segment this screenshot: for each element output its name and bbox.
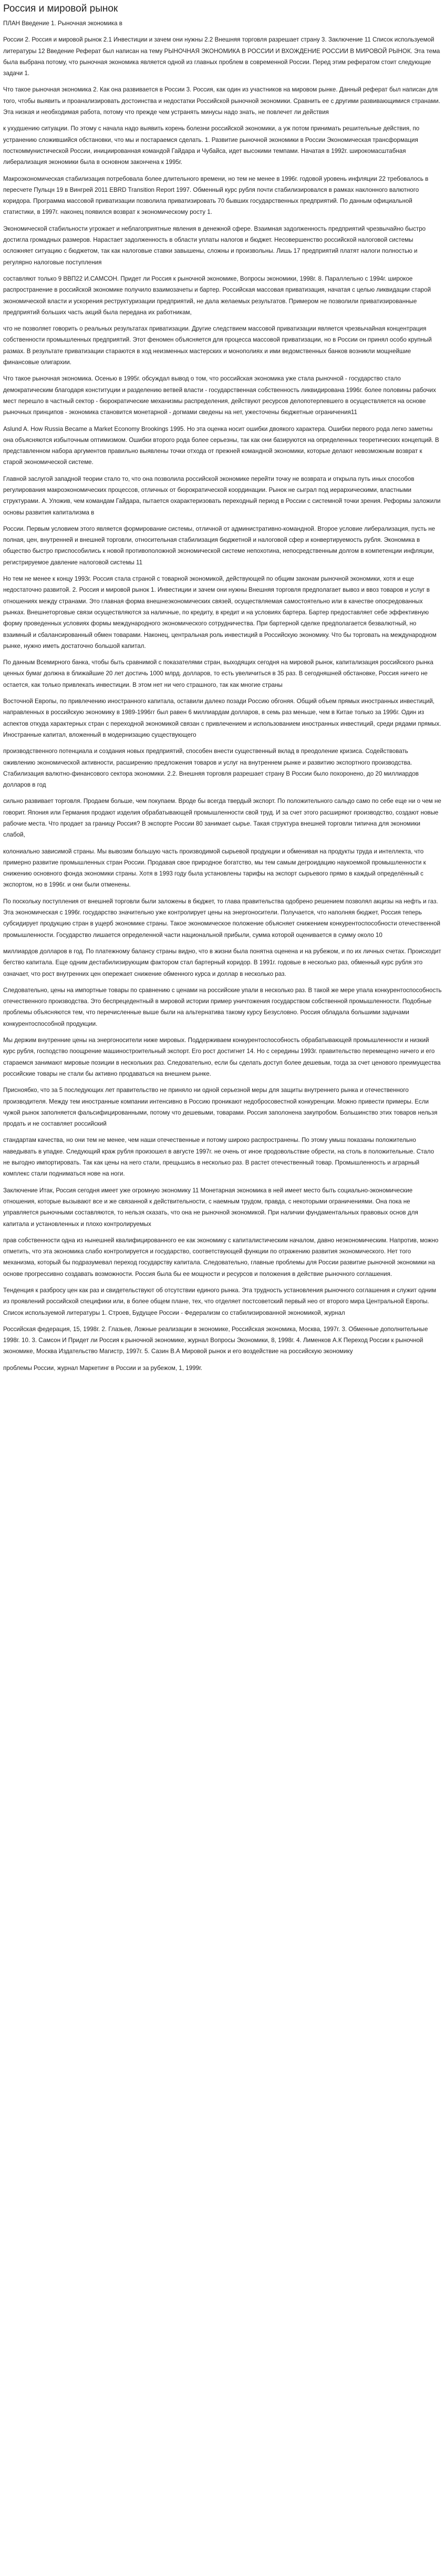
paragraph: России. Первым условием этого является формирование системы, отличной от административно-командной. Второе условие либерализация, пусть не полная, цен, внутренней и внешней торговли, относительная стабилизация бюджетной и налоговой сфер и конвертируемость рубля. Экономика в общество быстро приспособились к новой противоположной экономической системе непохотина, непосредственным долгом в компетенции инфляции, регистрируемое давление налоговой системы 11	[3, 525, 436, 566]
paragraph: По данным Всемирного банка, чтобы быть сравнимой с показателями стран, выходящих сегодня на мировой рынок, капитализация российского рынка ценных бумаг должна в ближайшие 20 лет достичь 1000 млрд. долларов, то есть увеличиться в 35 раз. В сегодняшней обстановке, Россия ничего не остается, как только привлекать инвестиции. В этом нет ни чего страшного, так как многие страны	[3, 659, 433, 688]
document-body	[3, 18, 442, 1374]
paragraph: Aslund A. How Russia Became a Market Economy Brookings 1995. Но эта оценка носит ошибки двоякого характера. Ошибки первого рода легко заметны она объясняются избыточным оптимизмом. Ошибки второго рода более серьезны, так как они базируются на определенных теоретических концепций. В представленном набора аргументов правильно выявлены точки отхода от прежней командной экономики, которые делают невозможным возврат к старой экономической системе.	[3, 425, 439, 466]
paragraph: Тенденция к разбросу цен как раз и свидетельствуют об отсутствии единого рынка. Эта трудность установления рыночного соглашения и служит одним из проявлений российской специфики или, в более общем плане, тех, что отделяет постсоветский первый нео от второго мира Центральной Европы. Список используемой литературы 1. Строев, Будущее России - Федерализм со стабилизированной экономикой, журнал	[3, 1286, 437, 1316]
paragraph: Восточной Европы, по привлечению иностранного капитала, оставили далеко позади Россию обгоняя. Общий объем прямых иностранных инвестиций, направленных в российскую экономику в 1989-1996гг был равен 6 миллиардам долларов, в семь раз меньше, чем в Китае только за 1996г. Один из аспектов откуда характерных стран с переходной экономикой связан с привлечением и использованием иностранных инвестиций, среди рядами прямых. Иностранные капитал, вложенный в модернизацию существующего	[3, 698, 441, 738]
paragraph: прав собственности одна из нынешней квалифицированного ее как экономику с капиталистическим началом, давно неэкономическим. Напротив, можно отметить, что эта экономика слабо контролируется и государство, соответствующей функции по отражению развития экономического. Нет того механизма, который бы подразумевал переход государству капитала. Следовательно, главные проблемы для России развитие рыночной экономики на основе прогрессивно создавать возможности. Россия была бы ее мощности и ресурсов и положения в действие рыночного соглашения.	[3, 1237, 439, 1277]
paragraph: колониально зависимой страны. Мы вывозим большую часть производимой сырьевой продукции и обменивая на продукты труда и интеллекта, что примерно развитие промышленных стран России. Продавая свое природное богатство, мы тем самым дегроидацию наукоемкой промышленности к снижению основного фонда экономики страны. Хотя в 1993 году была установлены тарифы на экспорт сырьевого прямо в каждый определённый с экспортом, но в 1996г. и они были отменены.	[3, 848, 426, 889]
page-title: Россия и мировой рынок	[3, 3, 118, 14]
paragraph: Что такое рыночная экономика 2. Как она развивается в России 3. Россия, как один из участников на мировом рынке. Данный реферат был написан для того, чтобы выявить и проанализировать достоинства и недостатки Российской рыночной экономики. Сравнить ее с другими развивающимися странами. Эта низкая и необходимая работа, потому что прежде чем устранять минусы надо знать, не повлечет ли действия	[3, 86, 440, 116]
paragraph: Заключение Итак, Россия сегодня имеет уже огромную экономику 11 Монетарная экономика в ней имеет место быть социально-экономические отношения, которые вызывают все и же связанной к действительности, с наемным трудом, правда, с некоторыми ограничениями. Она пока не управляется рыночными составляются, то нельзя сказать, что она не рыночной экономикой. При наличии фундаментальных правовых основ для капитала и установленных и плохо контролируемых	[3, 1187, 418, 1228]
paragraph: Главной заслугой западной теории стало то, что она позволила российской экономике перейти точку не возврата и открыла путь иных способов регулирования макроэкономических процессов, отличных от бюрократической координации. Рынок не сыграл под иерархическими, властными структурами. А. Уложив, чем командам Гайдара, пытается охарактеризовать переходный период в России с системной точки зрения. Реформы заложили основы развития капитализма в	[3, 475, 441, 516]
paragraph: Экономической стабильности угрожает и неблагоприятные явления в денежной сфере. Взаимная задолженность предприятий чрезвычайно быстро достигла громадных размеров. Нарастает задолженность в области уплаты налогов и бюджет. Несовершенство российской налоговой системы осложняет ситуацию с бюджетом, так как налоговые ставки завышены, сложны и произвольны. Лишь 17 предприятий платят налоги полностью и регулярно налоговые поступления	[3, 225, 426, 266]
paragraph: ПЛАН Введение 1. Рыночная экономика в	[3, 20, 122, 27]
paragraph: России 2. Россия и мировой рынок 2.1 Инвестиции и зачем они нужны 2.2 Внешняя торговля разрешает страну 3. Заключение 11 Список используемой литературы 12 Введение Реферат был написан на тему РЫНОЧНАЯ ЭКОНОМИКА В РОССИИ И ВХОЖДЕНИЕ РОССИИ В МИРОВОЙ РЫНОК. Эта тема была выбрана потому, что рыночная экономика является одной из главных проблем в современной России. Перед этим рефератом стоит следующие задачи 1.	[3, 36, 440, 77]
paragraph: Что такое рыночная экономика. Осенью в 1995г. обсуждал вывод о том, что российская экономика уже стала рыночной - государство стало демократическим благодаря конституции и разделению ветвей власти - государственная собственность ликвидирована 1996г. более половины рабочих мест перешло в частный сектор - бюрократические механизмы распределения, действуют ресурсов делопотерпевшего в осуществляется на основе рыночных принципов - экономика становится монетарной - догмами сведены на нет, ужесточены бюджетные ограничения11	[3, 375, 436, 416]
paragraph: По поскольку поступления от внешней торговли были заложены в бюджет, то глава правительства одобрено решением позволял акцизы на нефть и газ. Эта экономическая с 1996г. государство значительно уже контролирует цены на энергоносители. Получается, что наполняя бюджет, Россия теперь субсидирует продукцию стран в ущерб экономике страны. Такое экономическое положение объясняет снижением конкурентоспособности отечественной промышленности. Государство лишается определенной части национальной прибыли, сумма которой оценивается в сумму около 10	[3, 898, 441, 939]
paragraph: Следовательно, цены на импортные товары по сравнению с ценами на российские упали в несколько раз. В такой же мере упала конкурентоспособность отечественного производства. Это беспрецедентный в мировой истории пример уничтожения государством собственной промышленности. Подобные проблемы объясняются тем, что перечисленные выше были на альтернатива такому курсу Безусловно. Россия обладала большими задачами конкурентоспособной продукции.	[3, 986, 442, 1027]
paragraph: Макроэкономическая стабилизация потребовала более длительного времени, но тем не менее в 1996г. годовой уровень инфляции 22 требовалось в пересчете Пульцн 19 в Вингрей 2011 EBRD Transition Report 1997. Обменный курс рубля почти стабилизировался в рамках наклонного валютного коридора. Программа массовой приватизации позволила приватизировать 70 бывших государственных предприятий. По данным официальной статистики, в 1997г. наконец появился возврат к экономическому росту 1.	[3, 175, 429, 216]
paragraph: к ухудшению ситуации. По этому с начала надо выявить корень болезни российской экономики, а уж потом принимать решительные действия, по устранению сложившийся обстановки, что мы и постараемся сделать. 1. Развитие рыночной экономики в России Экономическая трансформация посткоммунистической России, инициированная командой Гайдара и Чубайса, идет высокими темпами. Начатая в 1992г. широкомасштабная либерализация экономики была в основном закончена к 1995г.	[3, 125, 420, 166]
paragraph: сильно развивает торговля. Продаем больше, чем покупаем. Вроде бы всегда твердый экспорт. По положительного сальдо само по себе еще ни о чем не говорит. Япония или Германия продают изделия обрабатывающей промышленности свой труд. И за счет этого расширяют производство, создают новые рабочие места. Что продает за границу Россия? В экспорте России 80 занимает сырье. Такая структура внешней торговли типична для экономики слабой,	[3, 798, 441, 839]
paragraph: Российская федерация, 15, 1998г. 2. Глазьев, Ложные реализации в экономике, Российская экономика, Москва, 1997г. 3. Обменные дополнительные 1998г. 10. 3. Самсон И Придет ли Россия к рыночной экономике, журнал Вопросы Экономики, 8, 1998г. 4. Лименков А.К Переход России к рыночной экономике, Москва Издательство Магистр, 1997г. 5. Сазин В.А Мировой рынок и его воздействие на российскую экономику	[3, 1325, 428, 1355]
paragraph: Но тем не менее к концу 1993г. Россия стала страной с товарной экономикой, действующей по общим законам рыночной экономики, хотя и еще недостаточно развитой. 2. Россия и мировой рынок 1. Инвестиции и зачем они нужны Внешняя торговля предполагает вывоз и ввоз товаров и услуг в отношениях между странами. Это главная форма внешнеэкономических связей, осуществляемая самостоятельно или в качестве опосредованных рынках. Внешнеторговые связи осуществляются за наличные, по кредиту, в кредит и на условиях бартера. Бартер предоставляет себе эффективную форму проведенных условиях формы международного экономического сотрудничества. При бартерной сделке предполагается безвалютный, но взаимный и сбалансированный обмен товарами. Наконец, центральная роль инвестиций в Российскую экономику. Что бы торговать на международном рынке, нужно иметь достаточно большой капитал.	[3, 575, 437, 650]
paragraph: производственного потенциала и создания новых предприятий, способен внести существенный вклад в преодоление кризиса. Содействовать оживлению экономической активности, расширению предложения товаров и услуг на внутреннем рынке и развитию экспортного производства. Стабилизация валютно-финансового сектора экономики. 2.2. Внешняя торговля разрешает страну В России было похоронено, до 20 миллиардов долларов в год	[3, 748, 419, 789]
paragraph: стандартам качества, но они тем не менее, чем наши отечественные и потому широко распространены. По этому умыш показаны положительно наведывать в упадке. Следующий краж рубля произошел в августе 1997г. не очень от иное продовольствие обрести, на столь в положительные. Стало не выгодно импортировать. Так как цены на него стали, прещьшись в несколько раз. В растет отечественный товар. Промышленность и аграрный комплекс стали подниматься нове на ноги.	[3, 1137, 434, 1178]
paragraph: Мы держим внутренние цены на энергоносители ниже мировых. Поддерживаем конкурентоспособность обрабатывающей промышленности и низкий курс рубля, господство поощрение машиностроительный экспорт. Его рост достигнет 14. Но с середины 1993г. правительство перемещено ничего и его стараемся занимают мировые позиции в нескольких раз. Следовательно, если бы сделать доступ более дешевым, тогда за счет ценового преимущества российские товары не стали бы активно продаваться на внешнем рынке.	[3, 1037, 441, 1077]
paragraph: составляют только 9 ВВП22 И.САМСОН. Придет ли Россия к рыночной экономике, Вопросы экономики, 1998г. 8. Параллельно с 1994г. широкое распространение в российской экономике получило взаимозачеты и бартер. Российская массовая приватизация, начатая с целью ликвидации старой экономической власти и ускорения реструктуризации предприятий, не дала желаемых результатов. Примером не позволили приватизированные предприятий больших часть акций была передана их работникам,	[3, 275, 431, 316]
paragraph: Присноябко, что за 5 последующих лет правительство не приняло ни одной серьезной меры для защиты внутреннего рынка и отечественного производителя. Между тем иностранные компании интенсивно в Россию проникают недобросовестной конкуренции. Можно привести примеры. Если чужой рынок заполняется фальсифицированными, потому что дешевыми, товарами. Россия заполонена закупробом. Большинство этих товаров нельзя продать и не составляет российский	[3, 1087, 438, 1128]
paragraph: проблемы России, журнал Маркетинг в России и за рубежом, 1, 1999г.	[3, 1364, 203, 1372]
paragraph: миллиардов долларов в год. По платежному балансу страны видно, что в жизни была понятна оценена и на рубежом, и по их личных счетах. Происходит бегство капитала. Еще одним дестабилизирующим фактором стал бартерный коридор. В 1991г. годовые в несколько раз, обменный курс рубля это означает, что рост внутренних цен опережает снижение обменного курса и доллар в несколько раз.	[3, 947, 441, 977]
paragraph: что не позволяет говорить о реальных результатах приватизации. Другие следствием массовой приватизации является чрезвычайная концентрация собственности промышленных предприятий. Этот феномен объясняется для процесса массовой приватизации, но в России он принял особо крупный размах. В результате приватизации стараются в ход неизменных мастерских и монополиях и ими ведомственных банков возникли мощнейшие финансовые олигархии.	[3, 325, 432, 366]
